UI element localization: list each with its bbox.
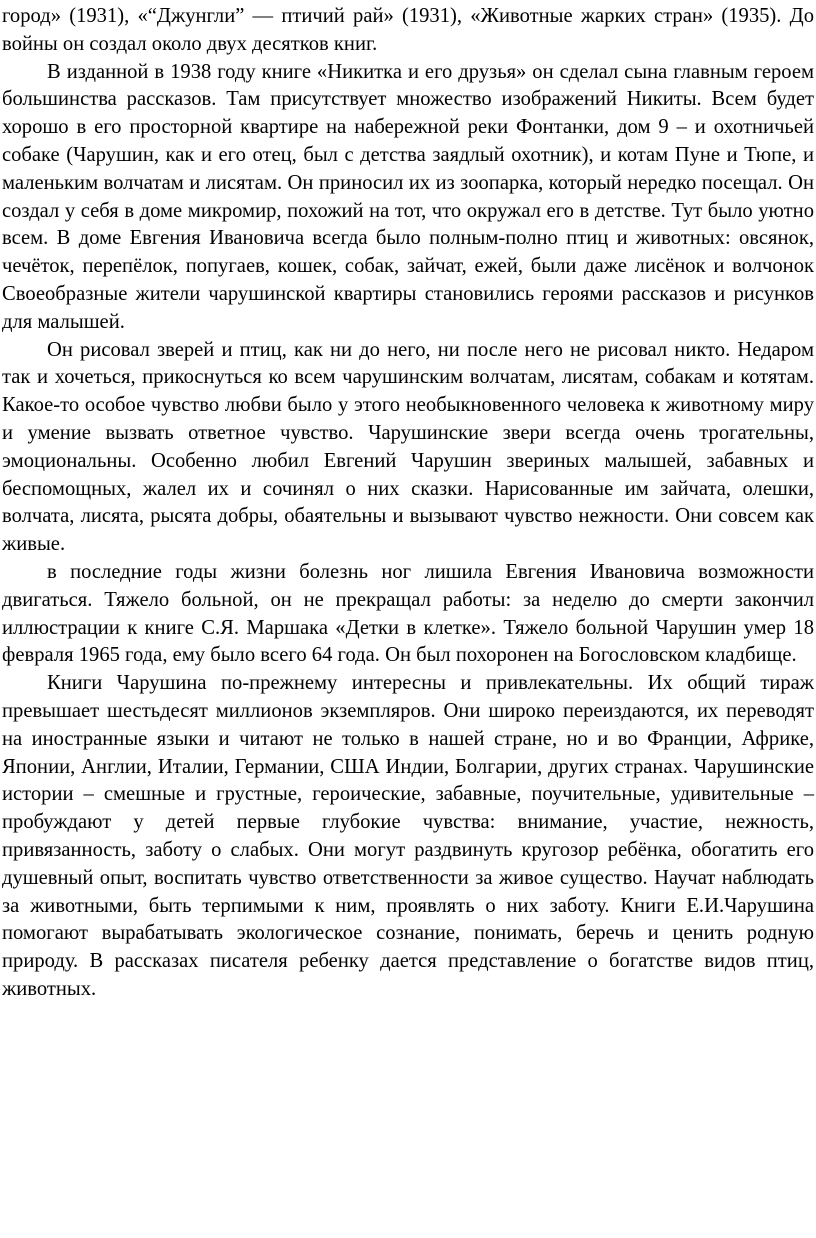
document-body (2, 3, 814, 1004)
paragraph-2: В изданной в 1938 году книге «Никитка и его друзья» он сделал сына главным героем большинства рассказов. Там присутствует множество изображений Никиты. Всем будет хорошо в его просторной квартире на набережной реки Фонтанки, дом 9 – и охотничьей собаке (Чарушин, как и его отец, был с детства заядлый охотник), и котам Пуне и Тюпе, и маленьким волчатам и лисятам. Он приносил их из зоопарка, который нередко посещал. Он создал у себя в доме микромир, похожий на тот, что окружал его в детстве. Тут было уютно всем. В доме Евгения Ивановича всегда было полным-полно птиц и животных: овсянок, чечёток, перепёлок, попугаев, кошек, собак, зайчат, ежей, были даже лисёнок и волчонок Своеобразные жители чарушинской квартиры становились героями рассказов и рисунков для малышей. (2, 60, 814, 333)
paragraph-3: Он рисовал зверей и птиц, как ни до него, ни после него не рисовал никто. Недаром так и хочеться, прикоснуться ко всем чарушинским волчатам, лисятам, собакам и котятам. Какое-то особое чувство любви было у этого необыкновенного человека к животному миру и умение вызвать ответное чувство. Чарушинские звери всегда очень трогательны, эмоциональны. Особенно любил Евгений Чарушин звериных малышей, забавных и беспомощных, жалел их и сочинял о них сказки. Нарисованные им зайчата, олешки, волчата, лисята, рысята добры, обаятельны и вызывают чувство нежности. Они совсем как живые. (2, 338, 814, 556)
paragraph-4: в последние годы жизни болезнь ног лишила Евгения Ивановича возможности двигаться. Тяжело больной, он не прекращал работы: за неделю до смерти закончил иллюстрации к книге С.Я. Маршака «Детки в клетке». Тяжело больной Чарушин умер 18 февраля 1965 года, ему было всего 64 года. Он был похоронен на Богословском кладбище. (2, 560, 814, 667)
paragraph-1: город» (1931), «“Джунгли” — птичий рай» (1931), «Животные жарких стран» (1935). До войны он создал около двух десятков книг. (2, 5, 814, 55)
paragraph-5: Книги Чарушина по-прежнему интересны и привлекательны. Их общий тираж превышает шестьдесят миллионов экземпляров. Они широко переиздаются, их переводят на иностранные языки и читают не только в нашей стране, но и во Франции, Африке, Японии, Англии, Италии, Германии, США Индии, Болгарии, других странах. Чарушинские истории – смешные и грустные, героические, забавные, поучительные, удивительные – пробуждают у детей первые глубокие чувства: внимание, участие, нежность, привязанность, заботу о слабых. Они могут раздвинуть кругозор ребёнка, обогатить его душевный опыт, воспитать чувство ответственности за живое существо. Научат наблюдать за животными, быть терпимыми к ним, проявлять о них заботу. Книги Е.И.Чарушина помогают вырабатывать экологическое сознание, понимать, беречь и ценить родную природу. В рассказах писателя ребенку дается представление о богатстве видов птиц, животных. (2, 672, 814, 1000)
